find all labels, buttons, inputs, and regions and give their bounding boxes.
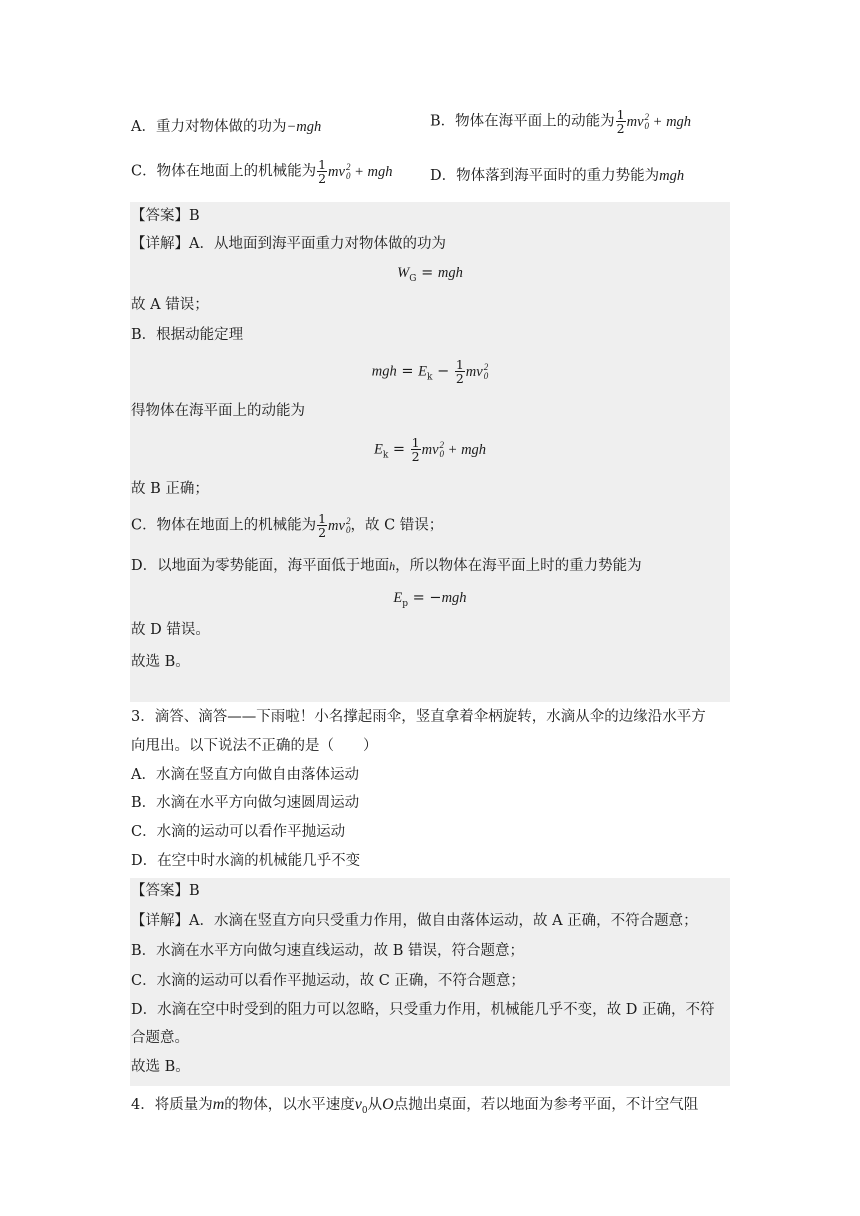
option-a: A．重力对物体做的功为−mgh — [131, 119, 322, 135]
choose-2: 故选 B。 — [131, 1059, 190, 1075]
detail-2-b: B．水滴在水平方向做匀速直线运动，故 B 错误，符合题意； — [131, 943, 525, 959]
choose-1: 故选 B。 — [131, 654, 190, 670]
q3-option-c: C．水滴的运动可以看作平抛运动 — [131, 824, 346, 840]
fraction-half: $\frac{1}{2}$ — [616, 107, 625, 136]
q3-option-d: D．在空中时水滴的机械能几乎不变 — [131, 853, 361, 869]
answer-label: 【答案】B — [131, 208, 200, 224]
equation-ep: $E_p = -mgh$ — [393, 590, 467, 609]
detail-a-wrong: 故 A 错误； — [131, 297, 209, 313]
detail-2-a: 【详解】A．水滴在竖直方向只受重力作用，做自由落体运动，故 A 正确，不符合题意； — [131, 913, 698, 929]
detail-2-c: C．水滴的运动可以看作平抛运动，故 C 正确，不符合题意； — [131, 973, 525, 989]
equation-wg: $W_G$ = mgh — [397, 265, 463, 284]
option-c: C．物体在地面上的机械能为 $\frac{1}{2}$ mv 2 0 + mgh — [131, 157, 393, 186]
q3-stem-line2: 向甩出。以下说法不正确的是（ ） — [131, 738, 378, 754]
q3-option-b: B．水滴在水平方向做匀速圆周运动 — [131, 795, 360, 811]
formula-a: −mgh — [286, 119, 322, 135]
detail-d: D．以地面为零势能面，海平面低于地面h，所以物体在海平面上时的重力势能为 — [131, 558, 642, 574]
detail-b-right: 故 B 正确； — [131, 481, 209, 497]
answer-label-2: 【答案】B — [131, 883, 200, 899]
q3-stem-line1: 3．滴答、滴答——下雨啦！小名撑起雨伞，竖直拿着伞柄旋转，水滴从伞的边缘沿水平方 — [131, 709, 706, 725]
equation-ek: $E_k$ = $\frac{1}{2}$ mv 2 0 + mgh — [373, 435, 487, 464]
detail-b-mid: 得物体在海平面上的动能为 — [131, 403, 305, 419]
q4-stem: 4．将质量为m的物体，以水平速度$v_0$从O点抛出桌面，若以地面为参考平面，不计空气阻 — [131, 1096, 699, 1116]
option-b: B．物体在海平面上的动能为 $\frac{1}{2}$ mv 2 0 + mgh — [430, 107, 692, 136]
equation-kinetic-theorem: mgh = $E_k$ − $\frac{1}{2}$ mv 2 0 — [371, 357, 489, 386]
detail-c: C．物体在地面上的机械能为 $\frac{1}{2}$ mv 2 0 ，故 C 错误； — [131, 511, 444, 540]
detail-2-d2: 合题意。 — [131, 1030, 189, 1046]
detail-2-d1: D．水滴在空中时受到的阻力可以忽略，只受重力作用，机械能几乎不变，故 D 正确，不符 — [131, 1002, 715, 1018]
detail-b-intro: B．根据动能定理 — [131, 327, 244, 343]
q3-option-a: A．水滴在竖直方向做自由落体运动 — [131, 767, 359, 783]
option-d: D．物体落到海平面时的重力势能为mgh — [430, 168, 685, 184]
fraction-half: $\frac{1}{2}$ — [318, 157, 327, 186]
detail-d-wrong: 故 D 错误。 — [131, 622, 210, 638]
detail-a: 【详解】A．从地面到海平面重力对物体做的功为 — [131, 236, 446, 252]
